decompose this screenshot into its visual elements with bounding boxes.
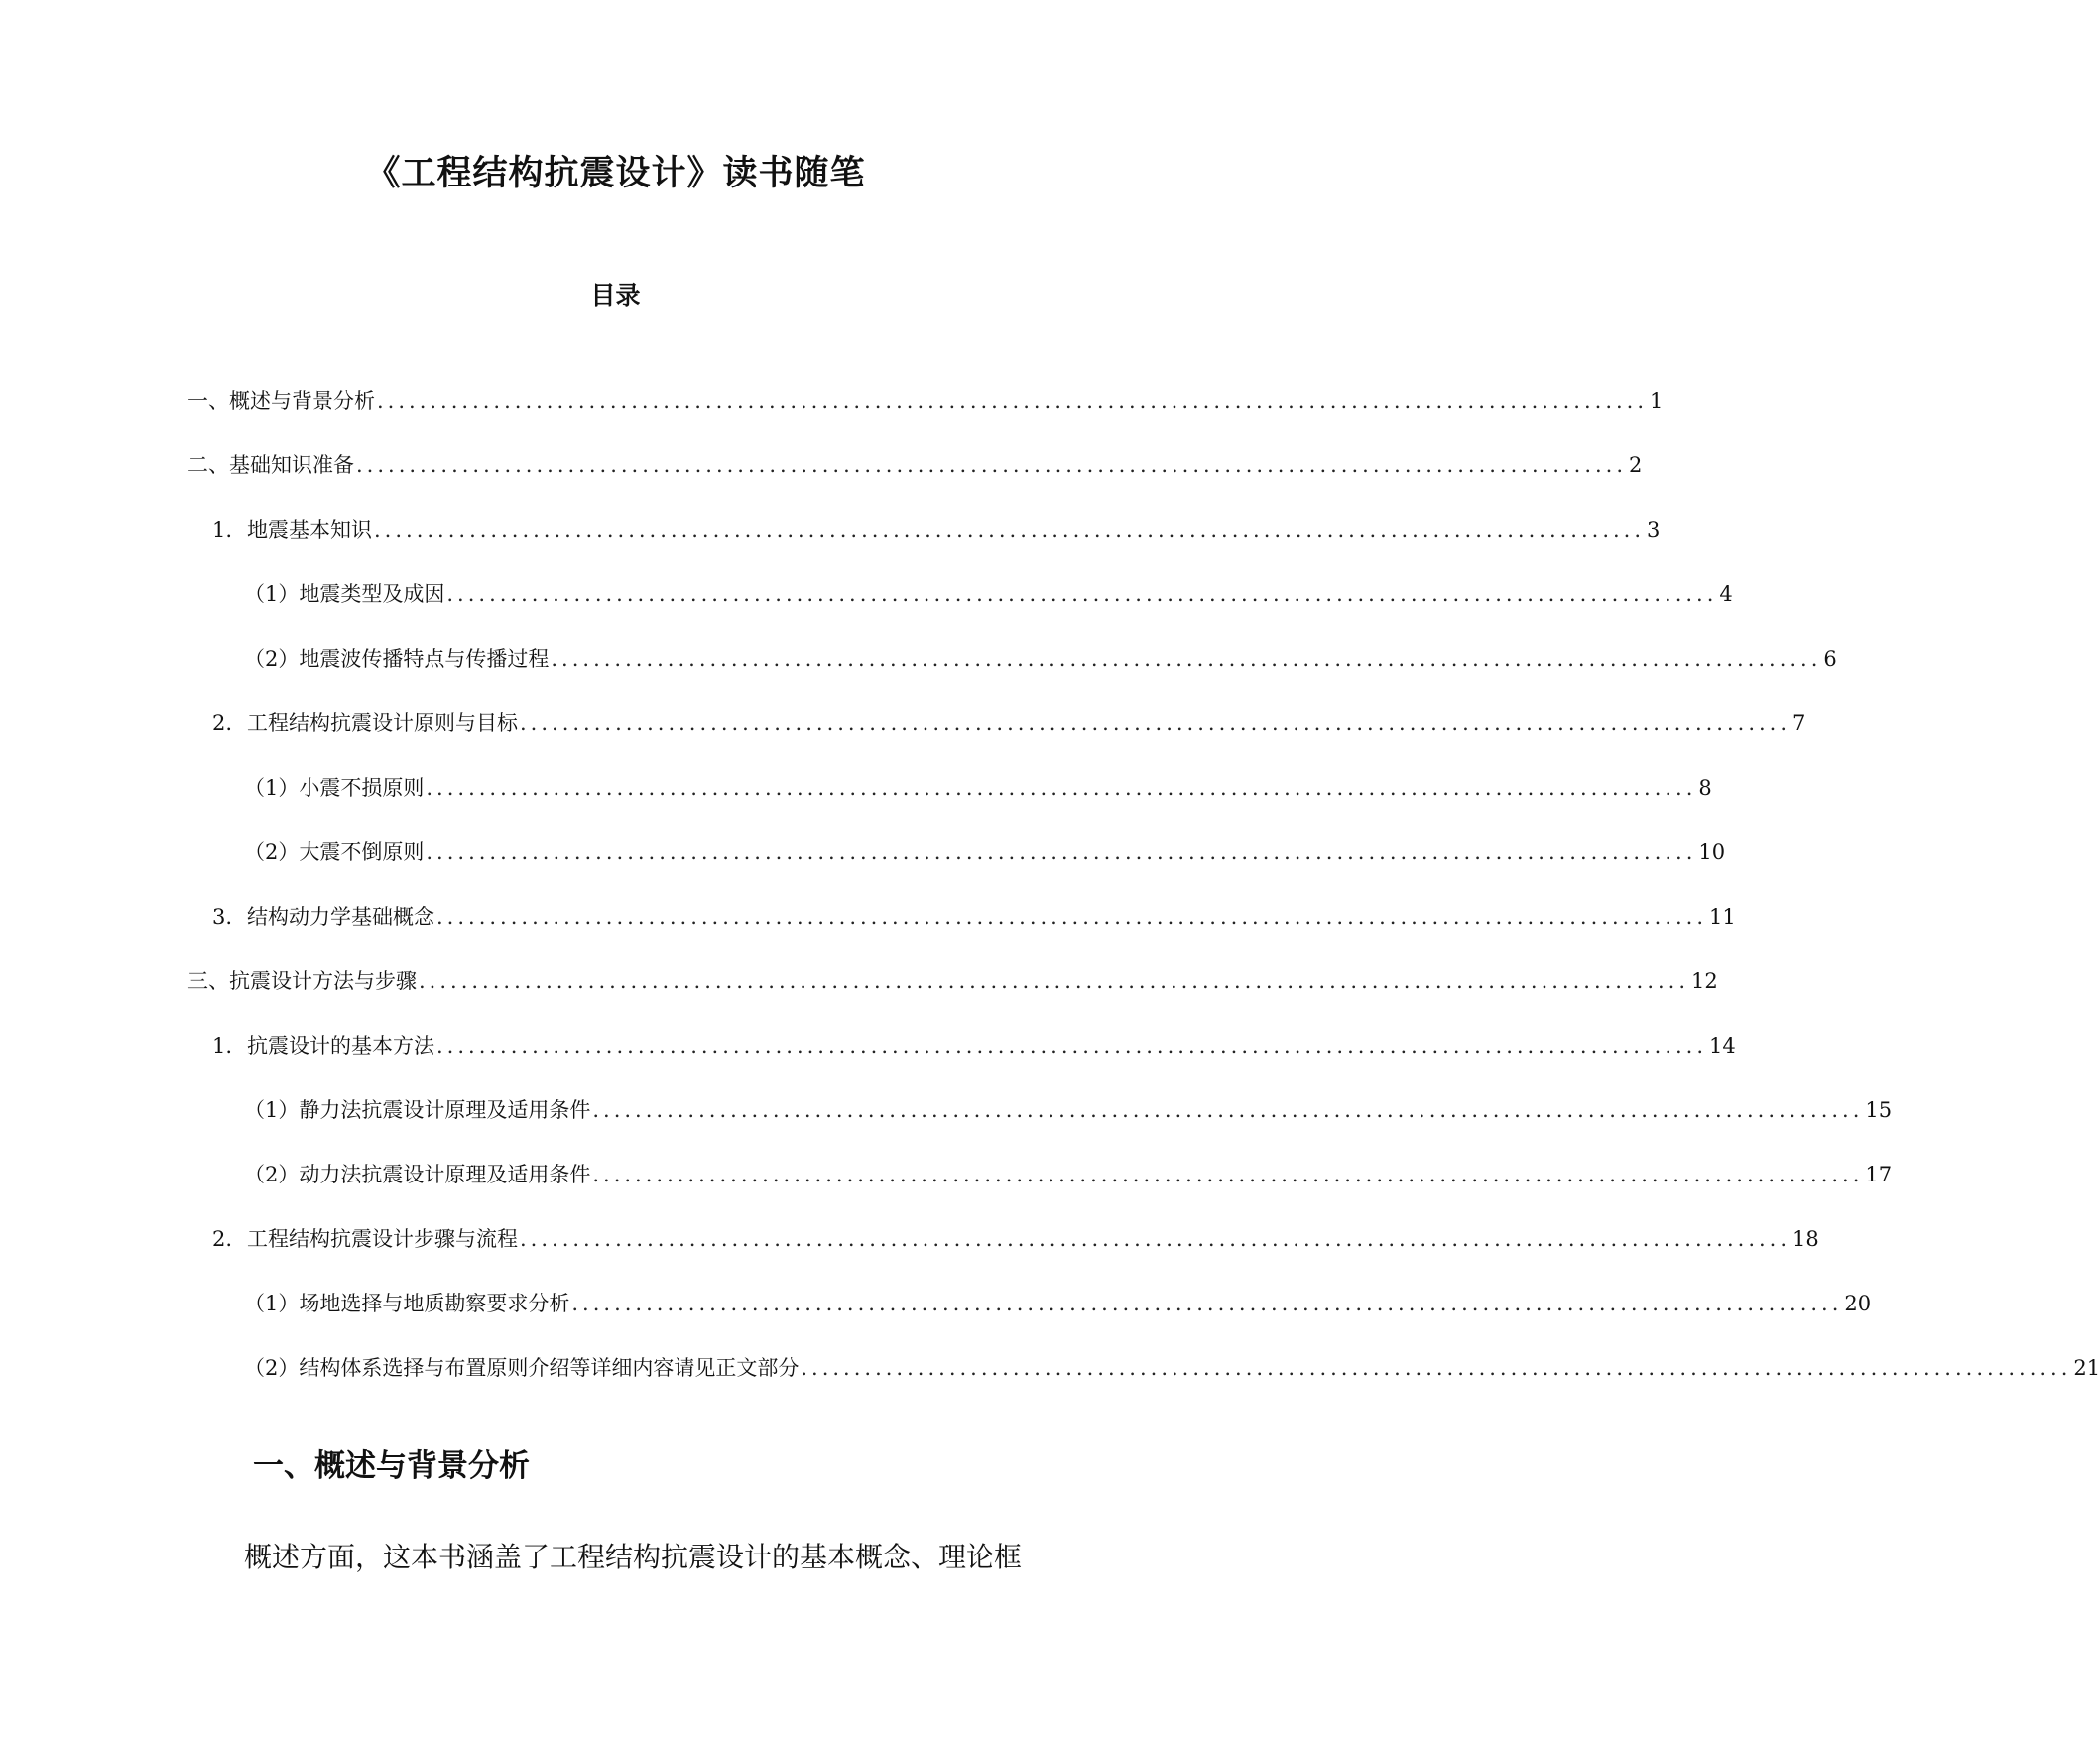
toc-page-number: 17 <box>1865 1163 1893 1186</box>
toc-entry-number: 1. <box>212 1034 233 1057</box>
section-heading: 一、概述与背景分析 <box>253 1448 530 1484</box>
toc-entry[interactable] <box>244 835 1726 869</box>
toc-entry-number: 1. <box>212 518 233 542</box>
toc-entry[interactable] <box>244 1287 1872 1320</box>
toc-entry-label: 结构动力学基础概念 <box>247 905 434 929</box>
toc-entry-label: （1）小震不损原则 <box>244 776 425 800</box>
toc-entry[interactable] <box>212 1222 1819 1256</box>
toc-entry-label: （1）场地选择与地质勘察要求分析 <box>244 1292 570 1315</box>
toc-page-number: 4 <box>1719 582 1733 606</box>
toc-entry[interactable] <box>187 964 1718 998</box>
toc-dot-leader: ........................................................................................................................ <box>374 518 1646 542</box>
toc-page-number: 8 <box>1698 776 1712 800</box>
toc-entry[interactable] <box>212 1029 1736 1062</box>
toc-entry[interactable] <box>244 1351 2100 1385</box>
toc-entry-label: （1）地震类型及成因 <box>244 582 445 606</box>
toc-page-number: 2 <box>1629 453 1643 477</box>
toc-entry-number: 2. <box>212 711 233 735</box>
toc-page-number: 21 <box>2073 1356 2100 1380</box>
toc-entry[interactable] <box>244 642 1837 676</box>
toc-dot-leader: ........................................................................................................................ <box>377 389 1649 413</box>
toc-page-number: 3 <box>1647 518 1661 542</box>
toc-entry-label: （2）结构体系选择与布置原则介绍等详细内容请见正文部分 <box>244 1356 800 1380</box>
toc-page-number: 11 <box>1709 905 1736 929</box>
toc-dot-leader: ........................................................................................................................ <box>520 711 1791 735</box>
toc-entry-label: 工程结构抗震设计原则与目标 <box>247 711 518 735</box>
toc-page-number: 12 <box>1691 969 1718 993</box>
toc-dot-leader: ........................................................................................................................ <box>419 969 1690 993</box>
toc-entry[interactable] <box>212 706 1806 740</box>
toc-page-number: 18 <box>1792 1227 1819 1251</box>
toc-entry[interactable] <box>187 384 1664 418</box>
toc-entry-label: （2）大震不倒原则 <box>244 840 425 864</box>
toc-page-number: 10 <box>1698 840 1726 864</box>
toc-dot-leader: ........................................................................................................................ <box>571 1292 1843 1315</box>
toc-entry-label: （2）动力法抗震设计原理及适用条件 <box>244 1163 591 1186</box>
toc-dot-leader: ........................................................................................................................ <box>592 1163 1864 1186</box>
document-title: 《工程结构抗震设计》读书随笔 <box>365 154 866 193</box>
toc-dot-leader: ........................................................................................................................ <box>801 1356 2072 1380</box>
toc-entry[interactable] <box>212 513 1661 547</box>
toc-page-number: 7 <box>1792 711 1806 735</box>
toc-entry-label: 地震基本知识 <box>247 518 372 542</box>
toc-heading: 目录 <box>590 281 641 310</box>
toc-entry[interactable] <box>244 1093 1893 1127</box>
toc-dot-leader: ........................................................................................................................ <box>356 453 1628 477</box>
toc-entry-label: （2）地震波传播特点与传播过程 <box>244 647 550 671</box>
toc-entry-label: 一、概述与背景分析 <box>187 389 375 413</box>
toc-page-number: 1 <box>1650 389 1664 413</box>
toc-entry-label: （1）静力法抗震设计原理及适用条件 <box>244 1098 591 1122</box>
toc-dot-leader: ........................................................................................................................ <box>436 1034 1708 1057</box>
toc-entry[interactable] <box>244 771 1712 805</box>
toc-dot-leader: ........................................................................................................................ <box>551 647 1822 671</box>
toc-dot-leader: ........................................................................................................................ <box>426 840 1697 864</box>
toc-dot-leader: ........................................................................................................................ <box>426 776 1697 800</box>
toc-entry[interactable] <box>212 900 1736 933</box>
toc-entry-label: 抗震设计的基本方法 <box>247 1034 434 1057</box>
body-paragraph: 概述方面，这本书涵盖了工程结构抗震设计的基本概念、理论框 <box>244 1541 1023 1573</box>
toc-entry[interactable] <box>244 577 1733 611</box>
toc-page-number: 6 <box>1823 647 1837 671</box>
toc-dot-leader: ........................................................................................................................ <box>446 582 1718 606</box>
toc-dot-leader: ........................................................................................................................ <box>520 1227 1791 1251</box>
toc-dot-leader: ........................................................................................................................ <box>436 905 1708 929</box>
toc-entry[interactable] <box>187 448 1643 482</box>
toc-entry-label: 二、基础知识准备 <box>187 453 354 477</box>
toc-entry-number: 2. <box>212 1227 233 1251</box>
toc-page-number: 14 <box>1709 1034 1736 1057</box>
toc-entry-number: 3. <box>212 905 233 929</box>
toc-entry-label: 三、抗震设计方法与步骤 <box>187 969 417 993</box>
toc-entry[interactable] <box>244 1158 1893 1191</box>
toc-entry-label: 工程结构抗震设计步骤与流程 <box>247 1227 518 1251</box>
toc-page-number: 20 <box>1844 1292 1872 1315</box>
toc-dot-leader: ........................................................................................................................ <box>592 1098 1864 1122</box>
toc-page-number: 15 <box>1865 1098 1893 1122</box>
